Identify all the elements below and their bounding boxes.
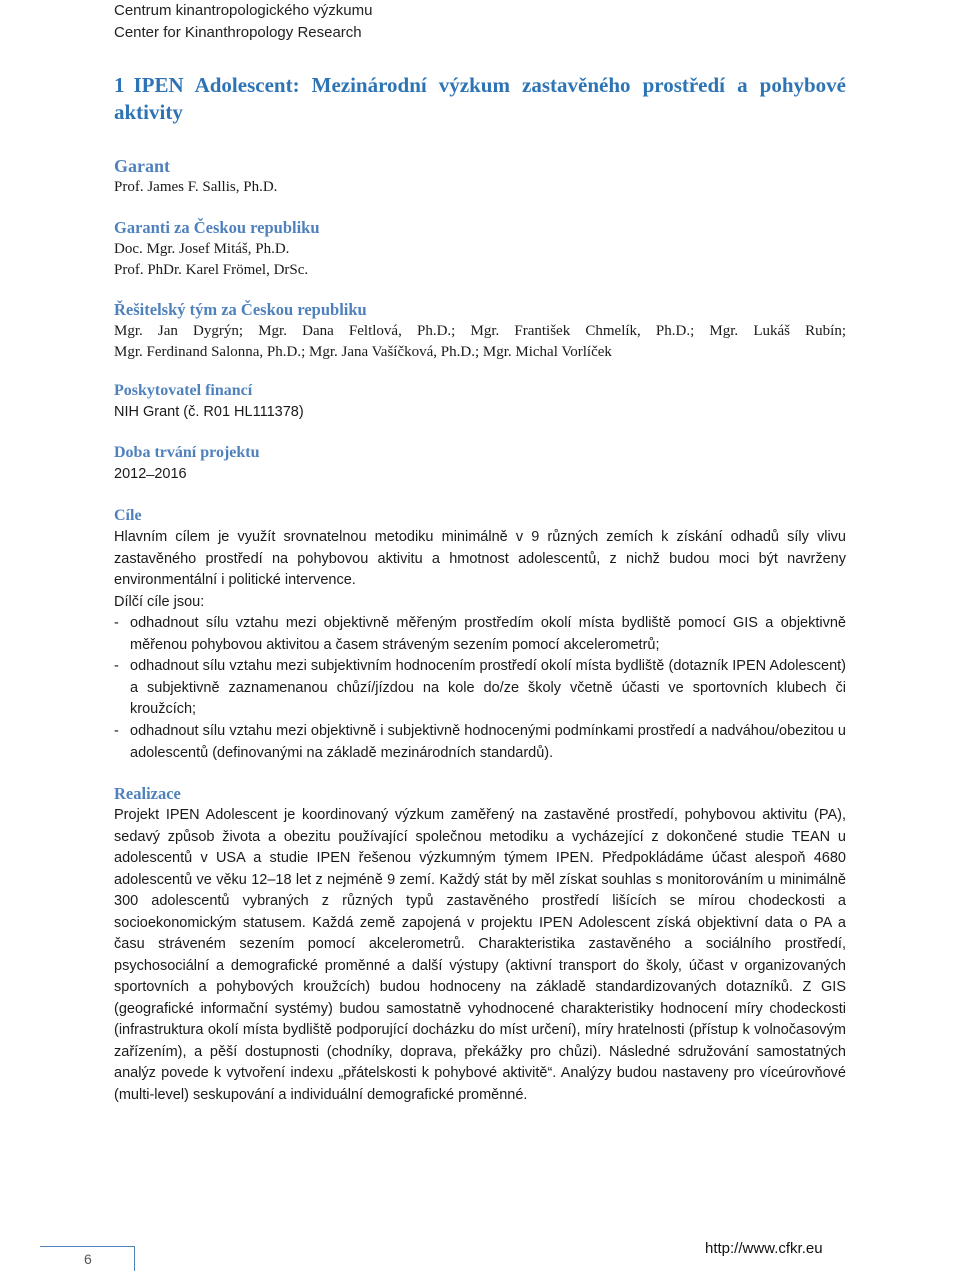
section-heading-funding: Poskytovatel financí [114,382,253,399]
goals-intro: Hlavním cílem je využít srovnatelnou metodiku minimálně v 9 různých zemích k získání odhadů síly vlivu zastavěného prostředí na pohybovou aktivitu a hmotnost adolescentů, z nichž budou moci být navrženy environmentální i politické intervence. [114,529,846,588]
header-line-czech: Centrum kinantropologického výzkumu [114,2,373,19]
list-item-text: odhadnout sílu vztahu mezi subjektivním hodnocením prostředí okolí místa bydliště (dotazník IPEN Adolescent) a subjektivně zaznamenanou chůzí/jízdou na kole do/ze školy včetně účasti ve sportovních klubech či kroužcích; [130,658,846,718]
list-dash: - [114,722,119,739]
title-number: 1 [114,73,125,97]
goals-list [114,613,846,764]
list-dash: - [114,658,119,675]
header-line-english: Center for Kinanthropology Research [114,24,362,41]
section-heading-duration: Doba trvání projektu [114,443,260,461]
garant-name: Prof. James F. Sallis, Ph.D. [114,179,278,195]
realization-text: Projekt IPEN Adolescent je koordinovaný výzkum zaměřený na zastavěné prostředí, pohybovou aktivitu (PA), sedavý způsob života a obezitu používající společnou metodiku a vycházející z dokončené studie TEAN u adolescentů v USA a studie IPEN řešenou výzkumným týmem IPEN. Předpokládáme účast alespoň 4680 adolescentů ve věku 12–18 let z nejméně 9 zemí. Každý stát by měl získat souhlas s monitorováním u minimálně 300 adolescentů vybraných z různých typů zastavěného prostředí lišících se mírou chodeckosti a socioekonomickým statusem. Každá země zapojená v projektu IPEN Adolescent získá objektivní data o PA a času stráveném sezením pomocí akcelerometrů. Charakteristika zastavěného a sociálního prostředí, psychosociální a demografické proměnné a další výstupy (aktivní transport do školy, účast v organizovaných sportovních a pohybových kroužcích) budou hodnoceny na základě standardizovaných dotazníků. Z GIS (geografické informační systémy) budou samostatně vyhodnocené charakteristiky hodnocení míry chodeckosti (infrastruktura okolí místa bydliště podporující docházku do míst určení), míry hratelnosti (přístup k volnočasovým zařízením), a pěší dostupnosti (chodníky, doprava, překážky pro chůzi). Následné sdružování samostatných analýz povede k vytvoření indexu „přátelskosti k pohybové aktivitě“. Analýzy budou nastaveny pro víceúrovňové (multi-level) seskupování a individuální demografické proměnné. [114,807,846,1103]
section-heading-realization: Realizace [114,784,181,804]
list-item-text: odhadnout sílu vztahu mezi objektivně i subjektivně hodnocenými podmínkami prostředí a nadváhou/obezitou u adolescentů (definovanými na základě mezinárodních standardů). [130,722,846,761]
garant-cr-name: Prof. PhDr. Karel Frömel, DrSc. [114,262,309,278]
section-heading-garanti-cr: Garanti za Českou republiku [114,218,320,237]
footer-url: http://www.cfkr.eu [705,1240,823,1257]
funding-grant: NIH Grant (č. R01 HL111378) [114,404,304,420]
page-number: 6 [84,1251,92,1267]
team-members-line: Mgr. Jan Dygrýn; Mgr. Dana Feltlová, Ph.D.; Mgr. František Chmelík, Ph.D.; Mgr. Lukáš Rubín; [114,323,846,339]
section-heading-goals: Cíle [114,507,142,524]
list-item-text: odhadnout sílu vztahu mezi objektivně měřeným prostředím okolí místa bydliště pomocí GIS a objektivně měřenou pohybovou aktivitou a časem stráveným sezením pomocí akcelerometrů; [130,615,846,653]
section-heading-team: Řešitelský tým za Českou republiku [114,300,367,319]
duration-years: 2012 ̶ 2016 [114,465,187,482]
goals-subheading: Dílčí cíle jsou: [114,593,205,610]
list-dash: - [114,615,119,631]
garant-cr-name: Doc. Mgr. Josef Mitáš, Ph.D. [114,241,290,257]
section-heading-garant: Garant [114,156,170,176]
list-item [114,721,846,764]
title-text: IPEN Adolescent: Mezinárodní výzkum zastavěného prostředí a pohybové aktivity [114,73,846,124]
running-header [114,0,372,44]
list-item [114,656,846,721]
list-item [114,613,846,656]
main-content [114,72,846,1106]
team-members-line: Mgr. Ferdinand Salonna, Ph.D.; Mgr. Jana Vašíčková, Ph.D.; Mgr. Michal Vorlíček [114,344,612,360]
page-title [114,72,846,126]
